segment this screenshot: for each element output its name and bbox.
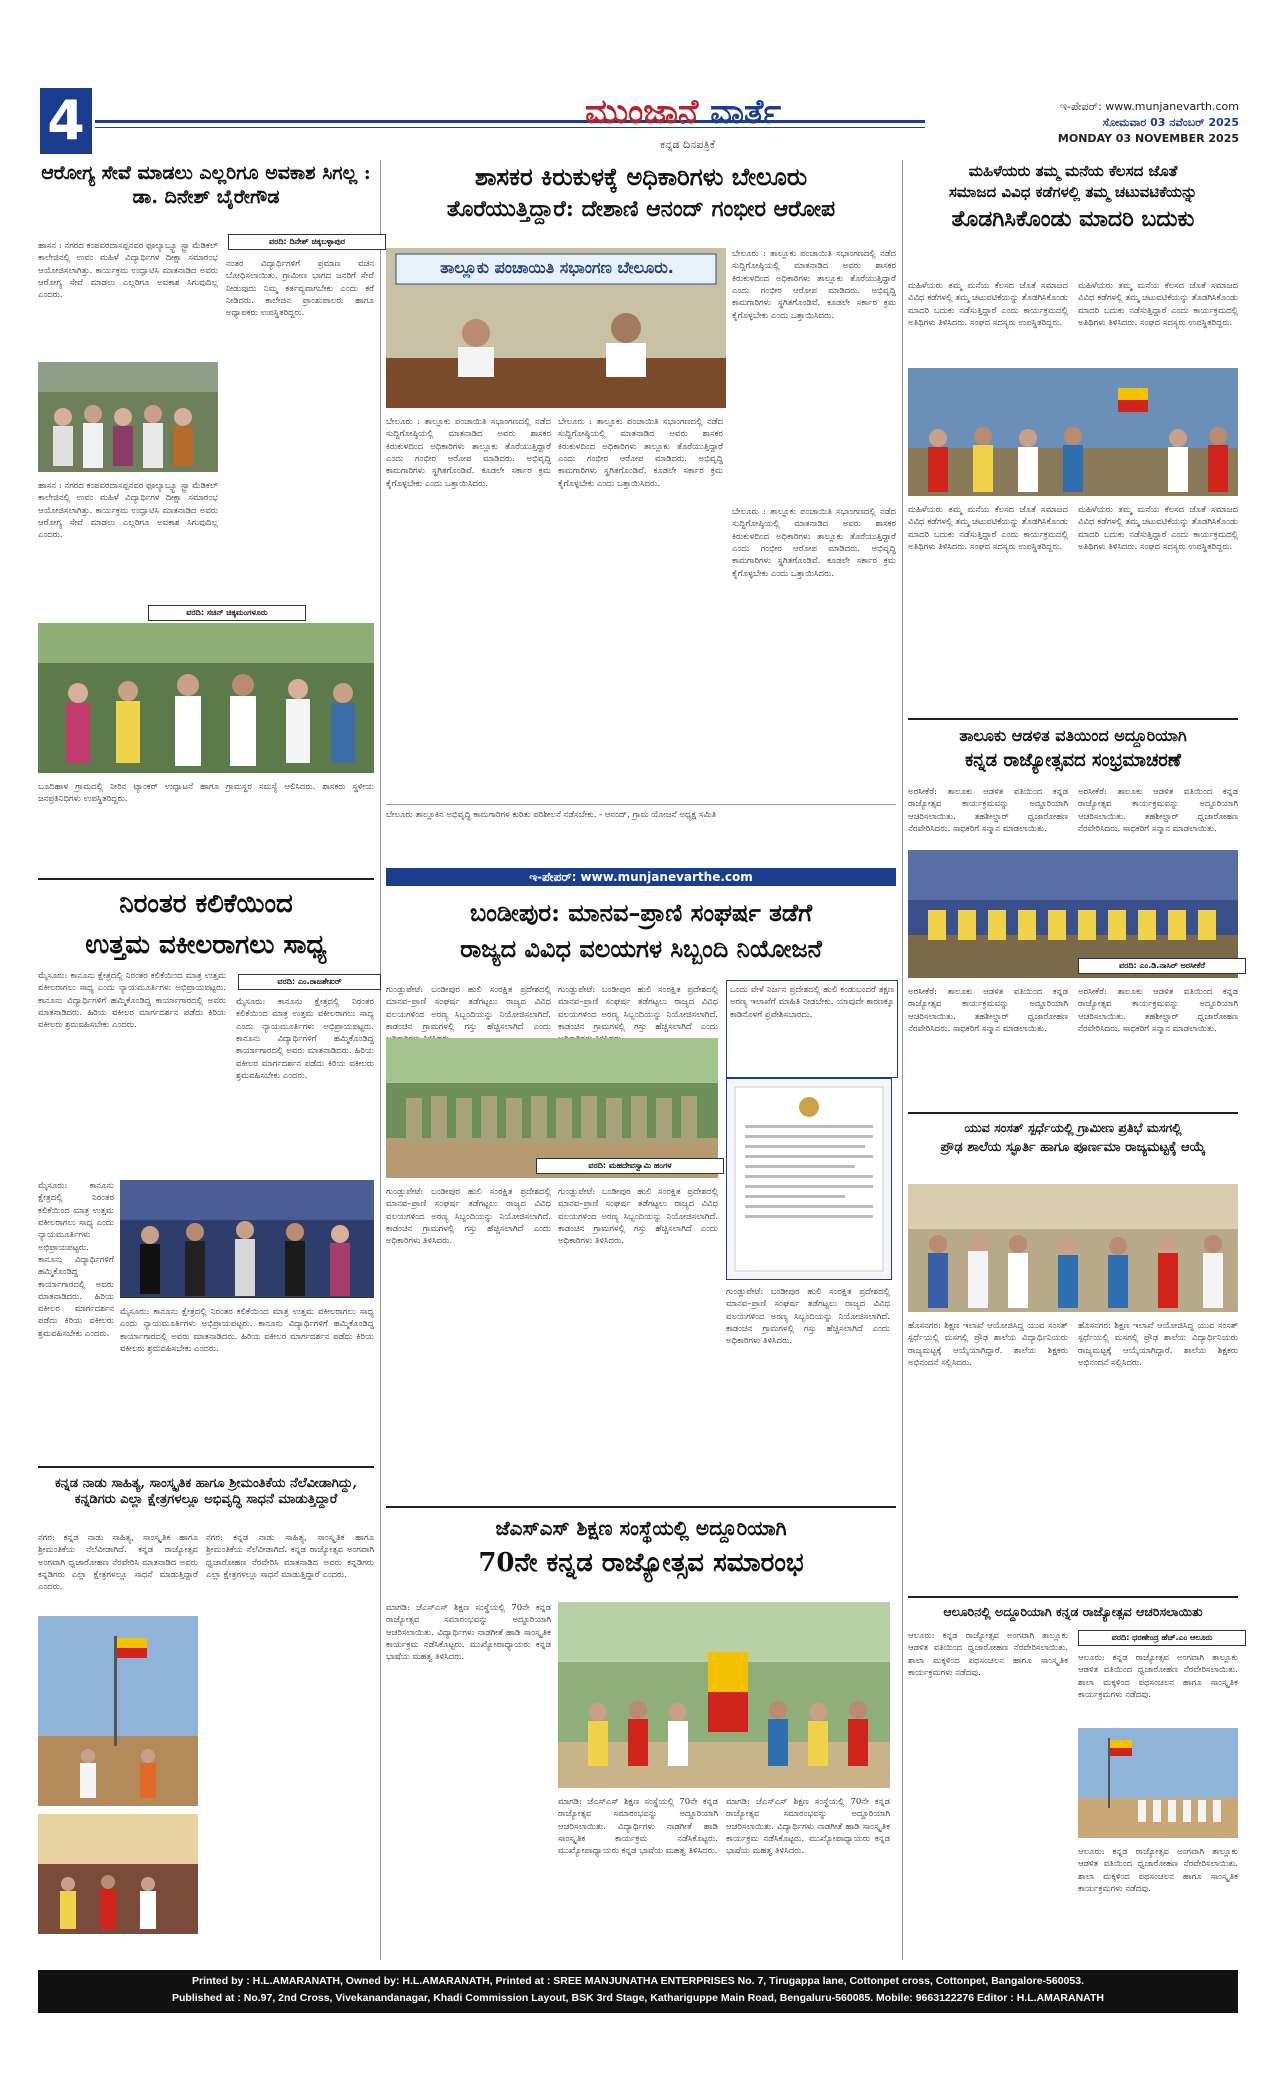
bandipur-sidebox: ಒಂದು ವೇಳೆ ನಿರ್ಜನ ಪ್ರದೇಶದಲ್ಲಿ ಹುಲಿ ಕಂಡುಬಂದರೆ ತಕ್ಷಣ ಅರಣ್ಯ ಇಲಾಖೆಗೆ ಮಾಹಿತಿ ನೀಡಬೇಕು. ಯಾವುದೇ ಕಾರಣಕ್ಕೂ ಕಾಡಿನೊಳಗೆ ಪ್ರವೇಶಿಸಬಾರದು. xyxy=(726,980,898,1078)
logo-part1: ಮುಂಜಾನೆ xyxy=(585,92,699,132)
article-body: ಬೇಲೂರು : ತಾಲ್ಲೂಕು ಪಂಚಾಯಿತಿ ಸಭಾಂಗಣದಲ್ಲಿ ನಡೆದ ಸುದ್ದಿಗೋಷ್ಠಿಯಲ್ಲಿ ಮಾತನಾಡಿದ ಅವರು ಶಾಸಕರ ಕಿರುಕುಳದಿಂದ ಅಧಿಕಾರಿಗಳು ತಾಲ್ಲೂಕು ತೊರೆಯುತ್ತಿದ್ದಾರೆ ಎಂದು ಗಂಭೀರ ಆರೋಪ ಮಾಡಿದರು. ಅಭಿವೃದ್ಧಿ ಕಾಮಗಾರಿಗಳು ಸ್ಥಗಿತಗೊಂಡಿವೆ. ಕೂಡಲೇ ಸರ್ಕಾರ ಕ್ರಮ ಕೈಗೊಳ್ಳಬೇಕು ಎಂದು ಒತ್ತಾಯಿಸಿದರು. xyxy=(558,417,723,489)
article-headline: 70ನೇ ಕನ್ನಡ ರಾಜ್ಯೋತ್ಸವ ಸಮಾರಂಭ xyxy=(478,1548,804,1578)
section-rule xyxy=(908,718,1238,720)
article-body: ಅರಸೀಕೆರೆ: ತಾಲೂಕು ಆಡಳಿತ ವತಿಯಿಂದ ಕನ್ನಡ ರಾಜ್ಯೋತ್ಸವ ಕಾರ್ಯಕ್ರಮವನ್ನು ಅದ್ದೂರಿಯಾಗಿ ಆಚರಿಸಲಾಯಿತು. ತಹಶೀಲ್ದಾರ್ ಧ್ವಜಾರೋಹಣ ನೆರವೇರಿಸಿದರು. ಸಾಧಕರಿಗೆ ಸನ್ಮಾನ ಮಾಡಲಾಯಿತು. xyxy=(1078,787,1238,834)
article-body: ಮಹಿಳೆಯರು ತಮ್ಮ ಮನೆಯ ಕೆಲಸದ ಜೊತೆ ಸಮಾಜದ ವಿವಿಧ ಕಡೆಗಳಲ್ಲಿ ತಮ್ಮ ಚಟುವಟಿಕೆಯನ್ನು ತೊಡಗಿಸಿಕೊಂಡು ಮಾದರಿ ಬದುಕು ನಡೆಸುತ್ತಿದ್ದಾರೆ ಎಂದು ಕಾರ್ಯಕ್ರಮದಲ್ಲಿ ಅತಿಥಿಗಳು ತಿಳಿಸಿದರು. ಸಂಘದ ಸದಸ್ಯರು ಉಪಸ್ಥಿತರಿದ್ದರು. xyxy=(908,281,1068,328)
forest-staff-photo xyxy=(386,1038,718,1178)
article-byline: ವರದಿ: ದಿನೇಶ್ ಚಿಕ್ಕಬಳ್ಳಾಪುರ xyxy=(228,234,386,250)
article-body: ಮೈಸೂರು: ಕಾನೂನು ಕ್ಷೇತ್ರದಲ್ಲಿ ನಿರಂತರ ಕಲಿಕೆಯಿಂದ ಮಾತ್ರ ಉತ್ತಮ ವಕೀಲರಾಗಲು ಸಾಧ್ಯ ಎಂದು ನ್ಯಾಯಮೂರ್ತಿಗಳು ಅಭಿಪ್ರಾಯಪಟ್ಟರು. ಕಾನೂನು ವಿದ್ಯಾರ್ಥಿಗಳಿಗೆ ಹಮ್ಮಿಕೊಂಡಿದ್ದ ಕಾರ್ಯಾಗಾರದಲ್ಲಿ ಅವರು ಮಾತನಾಡಿದರು. ಹಿರಿಯ ವಕೀಲರ ಮಾರ್ಗದರ್ಶನ ಪಡೆದು ಕಿರಿಯ ವಕೀಲರು ಶ್ರಮವಹಿಸಬೇಕು ಎಂದರು. xyxy=(38,971,226,1031)
article-body: ಮಹಿಳೆಯರು ತಮ್ಮ ಮನೆಯ ಕೆಲಸದ ಜೊತೆ ಸಮಾಜದ ವಿವಿಧ ಕಡೆಗಳಲ್ಲಿ ತಮ್ಮ ಚಟುವಟಿಕೆಯನ್ನು ತೊಡಗಿಸಿಕೊಂಡು ಮಾದರಿ ಬದುಕು ನಡೆಸುತ್ತಿದ್ದಾರೆ ಎಂದು ಕಾರ್ಯಕ್ರಮದಲ್ಲಿ ಅತಿಥಿಗಳು ತಿಳಿಸಿದರು. ಸಂಘದ ಸದಸ್ಯರು ಉಪಸ್ಥಿತರಿದ್ದರು. xyxy=(908,505,1068,552)
imprint-line-1: Printed by : H.L.AMARANATH, Owned by: H.L.AMARANATH, Printed at : SREE MANJUNATHA ENTERPRISES No. 7, Tirugappa lane, Cottonpet cross, Cottonpet, Bangalore-560053. xyxy=(192,1975,1084,1987)
article-body: ನಗರ: ಕನ್ನಡ ನಾಡು ಸಾಹಿತ್ಯ, ಸಾಂಸ್ಕೃತಿಕ ಹಾಗೂ ಶ್ರೀಮಂತಿಕೆಯ ನೆಲೆವೀಡಾಗಿದೆ. ಕನ್ನಡ ರಾಜ್ಯೋತ್ಸವ ಅಂಗವಾಗಿ ಧ್ವಜಾರೋಹಣ ನೆರವೇರಿಸಿ ಮಾತನಾಡಿದ ಅವರು ಕನ್ನಡಿಗರು ಎಲ್ಲಾ ಕ್ಷೇತ್ರಗಳಲ್ಲೂ ಸಾಧನೆ ಮಾಡುತ್ತಿದ್ದಾರೆ ಎಂದರು. xyxy=(206,1533,374,1580)
photo-caption: ಬೂದಿಹಾಳ ಗ್ರಾಮದಲ್ಲಿ ನೀರಿನ ಟ್ಯಾಂಕರ್ ಉದ್ಘಾಟನೆ ಹಾಗೂ ಗ್ರಾಮಸ್ಥರ ಸಮಸ್ಯೆ ಆಲಿಸಿದರು. ಶಾಸಕರು ಸ್ಥಳೀಯ ಜನಪ್ರತಿನಿಧಿಗಳು ಉಪಸ್ಥಿತರಿದ್ದರು. xyxy=(38,782,374,805)
article-headline: ತಾಲೂಕು ಆಡಳಿತ ವತಿಯಿಂದ ಅದ್ದೂರಿಯಾಗಿ xyxy=(959,726,1187,745)
article-body: ಬೇಲೂರು : ತಾಲ್ಲೂಕು ಪಂಚಾಯಿತಿ ಸಭಾಂಗಣದಲ್ಲಿ ನಡೆದ ಸುದ್ದಿಗೋಷ್ಠಿಯಲ್ಲಿ ಮಾತನಾಡಿದ ಅವರು ಶಾಸಕರ ಕಿರುಕುಳದಿಂದ ಅಧಿಕಾರಿಗಳು ತಾಲ್ಲೂಕು ತೊರೆಯುತ್ತಿದ್ದಾರೆ ಎಂದು ಗಂಭೀರ ಆರೋಪ ಮಾಡಿದರು. ಅಭಿವೃದ್ಧಿ ಕಾಮಗಾರಿಗಳು ಸ್ಥಗಿತಗೊಂಡಿವೆ. ಕೂಡಲೇ ಸರ್ಕಾರ ಕ್ರಮ ಕೈಗೊಳ್ಳಬೇಕು ಎಂದು ಒತ್ತಾಯಿಸಿದರು. xyxy=(386,417,551,489)
article-lawyers xyxy=(38,888,374,1458)
article-body: ಆಲೂರು: ಕನ್ನಡ ರಾಜ್ಯೋತ್ಸವ ಅಂಗವಾಗಿ ತಾಲ್ಲೂಕು ಆಡಳಿತ ವತಿಯಿಂದ ಧ್ವಜಾರೋಹಣ ನೆರವೇರಿಸಲಾಯಿತು. ಶಾಲಾ ಮಕ್ಕಳಿಂದ ಪಥಸಂಚಲನ ಹಾಗೂ ಸಾಂಸ್ಕೃತಿಕ ಕಾರ್ಯಕ್ರಮಗಳು ನಡೆದವು. xyxy=(1078,1653,1238,1700)
article-headline: ಮಹಿಳೆಯರು ತಮ್ಮ ಮನೆಯ ಕೆಲಸದ ಜೊತೆ xyxy=(968,162,1178,180)
women-event-photo xyxy=(908,368,1238,496)
article-body: ನಗರ: ಕನ್ನಡ ನಾಡು ಸಾಹಿತ್ಯ, ಸಾಂಸ್ಕೃತಿಕ ಹಾಗೂ ಶ್ರೀಮಂತಿಕೆಯ ನೆಲೆವೀಡಾಗಿದೆ. ಕನ್ನಡ ರಾಜ್ಯೋತ್ಸವ ಅಂಗವಾಗಿ ಧ್ವಜಾರೋಹಣ ನೆರವೇರಿಸಿ ಮಾತನಾಡಿದ ಅವರು ಕನ್ನಡಿಗರು ಎಲ್ಲಾ ಕ್ಷೇತ್ರಗಳಲ್ಲೂ ಸಾಧನೆ ಮಾಡುತ್ತಿದ್ದಾರೆ ಎಂದರು. xyxy=(38,1533,198,1593)
article-youth xyxy=(908,1120,1238,1590)
article-body: ಗುಂಡ್ಲುಪೇಟೆ: ಬಂಡೀಪುರ ಹುಲಿ ಸಂರಕ್ಷಿತ ಪ್ರದೇಶದಲ್ಲಿ ಮಾನವ–ಪ್ರಾಣಿ ಸಂಘರ್ಷ ತಡೆಗಟ್ಟಲು ರಾಜ್ಯದ ವಿವಿಧ ವಲಯಗಳಿಂದ ಅರಣ್ಯ ಸಿಬ್ಬಂದಿಯನ್ನು ನಿಯೋಜಿಸಲಾಗಿದೆ. ಕಾಡಂಚಿನ ಗ್ರಾಮಗಳಲ್ಲಿ ಗಸ್ತು ಹೆಚ್ಚಿಸಲಾಗಿದೆ ಎಂದು ಅಧಿಕಾರಿಗಳು ತಿಳಿಸಿದರು. xyxy=(726,1287,890,1347)
article-body: ನಂತರ ವಿದ್ಯಾರ್ಥಿಗಳಿಗೆ ಪ್ರಮಾಣ ವಚನ ಬೋಧಿಸಲಾಯಿತು. ಗ್ರಾಮೀಣ ಭಾಗದ ಜನರಿಗೆ ಸೇವೆ ನೀಡುವುದು ನಿಮ್ಮ ಕರ್ತವ್ಯವಾಗಬೇಕು ಎಂದು ಕರೆ ನೀಡಿದರು. ಕಾಲೇಜಿನ ಪ್ರಾಂಶುಪಾಲರು ಹಾಗೂ ಅಧ್ಯಾಪಕರು ಉಪಸ್ಥಿತರಿದ್ದರು. xyxy=(226,259,374,319)
column-divider xyxy=(902,160,903,1960)
section-rule xyxy=(908,1596,1238,1598)
section-rule xyxy=(908,1112,1238,1114)
newspaper-subtitle: ಕನ್ನಡ ದಿನಪತ್ರಿಕೆ xyxy=(660,138,716,151)
taluk-event-photo xyxy=(908,850,1238,978)
youth-parliament-photo xyxy=(908,1184,1238,1312)
epaper-band: ಇ-ಪೇಪರ್: www.munjanevarthe.com xyxy=(386,868,896,886)
article-headline: ತೊರೆಯುತ್ತಿದ್ದಾರೆ: ದೇಶಾಣಿ ಆನಂದ್ ಗಂಭೀರ ಆರೋಪ xyxy=(446,196,836,222)
jss-celebration-photo xyxy=(558,1602,890,1788)
masthead-rule xyxy=(95,120,925,123)
article-body: ಗುಂಡ್ಲುಪೇಟೆ: ಬಂಡೀಪುರ ಹುಲಿ ಸಂರಕ್ಷಿತ ಪ್ರದೇಶದಲ್ಲಿ ಮಾನವ–ಪ್ರಾಣಿ ಸಂಘರ್ಷ ತಡೆಗಟ್ಟಲು ರಾಜ್ಯದ ವಿವಿಧ ವಲಯಗಳಿಂದ ಅರಣ್ಯ ಸಿಬ್ಬಂದಿಯನ್ನು ನಿಯೋಜಿಸಲಾಗಿದೆ. ಕಾಡಂಚಿನ ಗ್ರಾಮಗಳಲ್ಲಿ ಗಸ್ತು ಹೆಚ್ಚಿಸಲಾಗಿದೆ ಎಂದು xyxy=(386,985,551,1032)
article-body: ಹಾಸನ : ನಗರದ ಕಂಪವರದಾಸಪ್ಪನವರ ಫೂಲ್ಯಾಬ್ಸ್ಟೂ ಸ್ಟ್ರಾ ಮೆಡಿಕಲ್ ಕಾಲೇಜಿನಲ್ಲಿ ಉವಂ ಮಹಿಳೆ ವಿದ್ಯಾರ್ಥಿಗಳ ದೀಕ್ಷಾ ಸಮಾರಂಭ ಆಯೋಜಿಸಲಾಗಿತ್ತು. ಕಾರ್ಯಕ್ರಮ ಉದ್ಘಾಟಿಸಿ ಮಾತನಾಡಿದ ಅವರು ಆರೋಗ್ಯ ಸೇವೆ ಮಾಡಲು ಎಲ್ಲರಿಗೂ ಅವಕಾಶ ಸಿಗುವುದಿಲ್ಲ ಎಂದರು. xyxy=(38,481,218,541)
meeting-photo xyxy=(386,248,726,408)
article-body: ಮಹಿಳೆಯರು ತಮ್ಮ ಮನೆಯ ಕೆಲಸದ ಜೊತೆ ಸಮಾಜದ ವಿವಿಧ ಕಡೆಗಳಲ್ಲಿ ತಮ್ಮ ಚಟುವಟಿಕೆಯನ್ನು ತೊಡಗಿಸಿಕೊಂಡು ಮಾದರಿ ಬದುಕು ನಡೆಸುತ್ತಿದ್ದಾರೆ ಎಂದು ಕಾರ್ಯಕ್ರಮದಲ್ಲಿ ಅತಿಥಿಗಳು ತಿಳಿಸಿದರು. ಸಂಘದ ಸದಸ್ಯರು ಉಪಸ್ಥಿತರಿದ್ದರು. xyxy=(1078,505,1238,552)
article-headline: ಪ್ರೌಢ ಶಾಲೆಯ ಸ್ಫೂರ್ತಿ ಹಾಗೂ ಪೂರ್ಣಮಾ ರಾಜ್ಯಮಟ್ಟಕ್ಕೆ ಆಯ್ಕೆ xyxy=(940,1139,1206,1155)
article-body: ಮೈಸೂರು: ಕಾನೂನು ಕ್ಷೇತ್ರದಲ್ಲಿ ನಿರಂತರ ಕಲಿಕೆಯಿಂದ ಮಾತ್ರ ಉತ್ತಮ ವಕೀಲರಾಗಲು ಸಾಧ್ಯ ಎಂದು ನ್ಯಾಯಮೂರ್ತಿಗಳು ಅಭಿಪ್ರಾಯಪಟ್ಟರು. ಕಾನೂನು ವಿದ್ಯಾರ್ಥಿಗಳಿಗೆ ಹಮ್ಮಿಕೊಂಡಿದ್ದ ಕಾರ್ಯಾಗಾರದಲ್ಲಿ ಅವರು ಮಾತನಾಡಿದರು. ಹಿರಿಯ ವಕೀಲರ ಮಾರ್ಗದರ್ಶನ ಪಡೆದು ಕಿರಿಯ ವಕೀಲರು ಶ್ರಮವಹಿಸಬೇಕು ಎಂದರು. xyxy=(236,997,374,1081)
imprint-line-2: Published at : No.97, 2nd Cross, Vivekanandanagar, Khadi Commission Layout, BSK 3rd Stage, Kathariguppe Main Road, Bengaluru-560085. Mobile: 9663122276 Editor : H.L.AMARANATH xyxy=(172,1991,1104,2004)
website: ಇ-ಪೇಪರ್: www.munjanevarth.com xyxy=(1059,100,1239,113)
article-headline: ನಿರಂತರ ಕಲಿಕೆಯಿಂದ xyxy=(119,889,293,919)
article-body: ಹಾಸನ : ನಗರದ ಕಂಪವರದಾಸಪ್ಪನವರ ಫೂಲ್ಯಾಬ್ಸ್ಟೂ ಸ್ಟ್ರಾ ಮೆಡಿಕಲ್ ಕಾಲೇಜಿನಲ್ಲಿ ಉವಂ ಮಹಿಳೆ ವಿದ್ಯಾರ್ಥಿಗಳ ದೀಕ್ಷಾ ಸಮಾರಂಭ ಆಯೋಜಿಸಲಾಗಿತ್ತು. ಕಾರ್ಯಕ್ರಮ ಉದ್ಘಾಟಿಸಿ ಮಾತನಾಡಿದ ಅವರು ಆರೋಗ್ಯ ಸೇವೆ ಮಾಡಲು ಎಲ್ಲರಿಗೂ ಅವಕಾಶ ಸಿಗುವುದಿಲ್ಲ ಎಂದರು. xyxy=(38,241,218,301)
article-taluk xyxy=(908,726,1238,1106)
lawyers-event-photo xyxy=(120,1180,374,1298)
article-headline: ಕನ್ನಡ ರಾಜ್ಯೋತ್ಸವದ ಸಂಭ್ರಮಾಚರಣೆ xyxy=(965,750,1181,771)
article-headline: ಶಾಸಕರ ಕಿರುಕುಳಕ್ಕೆ ಅಧಿಕಾರಿಗಳು ಬೇಲೂರು xyxy=(474,162,808,191)
article-body: ಗುಂಡ್ಲುಪೇಟೆ: ಬಂಡೀಪುರ ಹುಲಿ ಸಂರಕ್ಷಿತ ಪ್ರದೇಶದಲ್ಲಿ ಮಾನವ–ಪ್ರಾಣಿ ಸಂಘರ್ಷ ತಡೆಗಟ್ಟಲು ರಾಜ್ಯದ ವಿವಿಧ ವಲಯಗಳಿಂದ ಅರಣ್ಯ ಸಿಬ್ಬಂದಿಯನ್ನು ನಿಯೋಜಿಸಲಾಗಿದೆ. ಕಾಡಂಚಿನ ಗ್ರಾಮಗಳಲ್ಲಿ ಗಸ್ತು ಹೆಚ್ಚಿಸಲಾಗಿದೆ ಎಂದು ಅಧಿಕಾರಿಗಳು ತಿಳಿಸಿದರು. xyxy=(386,1187,551,1247)
article-headline: ತೊಡಗಿಸಿಕೊಂಡು ಮಾದರಿ ಬದುಕು xyxy=(951,205,1195,232)
article-body: ಆಲೂರು: ಕನ್ನಡ ರಾಜ್ಯೋತ್ಸವ ಅಂಗವಾಗಿ ತಾಲ್ಲೂಕು ಆಡಳಿತ ವತಿಯಿಂದ ಧ್ವಜಾರೋಹಣ ನೆರವೇರಿಸಲಾಯಿತು. ಶಾಲಾ ಮಕ್ಕಳಿಂದ ಪಥಸಂಚಲನ ಹಾಗೂ ಸಾಂಸ್ಕೃತಿಕ ಕಾರ್ಯಕ್ರಮಗಳು ನಡೆದವು. xyxy=(908,1631,1068,1678)
article-body: ಬೇಲೂರು : ತಾಲ್ಲೂಕು ಪಂಚಾಯಿತಿ ಸಭಾಂಗಣದಲ್ಲಿ ನಡೆದ ಸುದ್ದಿಗೋಷ್ಠಿಯಲ್ಲಿ ಮಾತನಾಡಿದ ಅವರು ಶಾಸಕರ ಕಿರುಕುಳದಿಂದ ಅಧಿಕಾರಿಗಳು ತಾಲ್ಲೂಕು ತೊರೆಯುತ್ತಿದ್ದಾರೆ ಎಂದು ಗಂಭೀರ ಆರೋಪ ಮಾಡಿದರು. ಅಭಿವೃದ್ಧಿ ಕಾಮಗಾರಿಗಳು ಸ್ಥಗಿತಗೊಂಡಿವೆ. ಕೂಡಲೇ ಸರ್ಕಾರ ಕ್ರಮ ಕೈಗೊಳ್ಳಬೇಕು ಎಂದು ಒತ್ತಾಯಿಸಿದರು. xyxy=(732,249,896,321)
article-headline: ರಾಜ್ಯದ ವಿವಿಧ ವಲಯಗಳ ಸಿಬ್ಬಂದಿ ನಿಯೋಜನೆ xyxy=(460,934,822,963)
article-alur xyxy=(908,1604,1238,1960)
date-kannada: ಸೋಮವಾರ 03 ನವೆಂಬರ್ 2025 xyxy=(1102,116,1239,129)
article-byline: ವರದಿ: ಮಹದೇವಸ್ವಾಮಿ ಹಂಗಳ xyxy=(536,1158,724,1174)
article-headline: ಕನ್ನಡ ನಾಡು ಸಾಹಿತ್ಯ, ಸಾಂಸ್ಕೃತಿಕ ಹಾಗೂ ಶ್ರೀಮಂತಿಕೆಯ ನೆಲೆವೀಡಾಗಿದ್ದು, ಕನ್ನಡಿಗರು ಎಲ್ಲಾ ಕ್ಷೇತ್ರಗಳಲ್ಲೂ ಅಭಿವೃದ್ಧಿ ಸಾಧನೆ ಮಾಡುತ್ತಿದ್ದಾರೆ xyxy=(54,1476,358,1508)
article-body: ಆಲೂರು: ಕನ್ನಡ ರಾಜ್ಯೋತ್ಸವ ಅಂಗವಾಗಿ ತಾಲ್ಲೂಕು ಆಡಳಿತ ವತಿಯಿಂದ ಧ್ವಜಾರೋಹಣ ನೆರವೇರಿಸಲಾಯಿತು. ಶಾಲಾ ಮಕ್ಕಳಿಂದ ಪಥಸಂಚಲನ ಹಾಗೂ ಸಾಂಸ್ಕೃತಿಕ ಕಾರ್ಯಕ್ರಮಗಳು ನಡೆದವು. xyxy=(1078,1847,1238,1894)
section-rule xyxy=(38,878,374,880)
article-body: ಗುಂಡ್ಲುಪೇಟೆ: ಬಂಡೀಪುರ ಹುಲಿ ಸಂರಕ್ಷಿತ ಪ್ರದೇಶದಲ್ಲಿ ಮಾನವ–ಪ್ರಾಣಿ ಸಂಘರ್ಷ ತಡೆಗಟ್ಟಲು ರಾಜ್ಯದ ವಿವಿಧ ವಲಯಗಳಿಂದ ಅರಣ್ಯ ಸಿಬ್ಬಂದಿಯನ್ನು ನಿಯೋಜಿಸಲಾಗಿದೆ. ಕಾಡಂಚಿನ ಗ್ರಾಮಗಳಲ್ಲಿ ಗಸ್ತು ಹೆಚ್ಚಿಸಲಾಗಿದೆ ಎಂದು ಅಧಿಕಾರಿಗಳು ತಿಳಿಸಿದರು. xyxy=(558,1187,718,1247)
stage-photo xyxy=(38,1814,198,1934)
article-footnote: ಬೇಲೂರು ತಾಲ್ಲೂಕಿನ ಅಭಿವೃದ್ಧಿ ಕಾಮಗಾರಿಗಳ ಕುರಿತು ಪರಿಶೀಲನೆ ನಡೆಸಬೇಕು. - ಆನಂದ್, ಗ್ರಾಮ ಯೋಜನೆ ಅಧ್ಯಕ್ಷ ಸಮಿತಿ xyxy=(386,804,896,859)
article-headline: ಉತ್ತಮ ವಕೀಲರಾಗಲು ಸಾಧ್ಯ xyxy=(85,929,327,960)
article-women xyxy=(908,162,1238,712)
article-body: ಮಾಗಡಿ: ಜೆಎಸ್ಎಸ್ ಶಿಕ್ಷಣ ಸಂಸ್ಥೆಯಲ್ಲಿ 70ನೇ ಕನ್ನಡ ರಾಜ್ಯೋತ್ಸವ ಸಮಾರಂಭವನ್ನು ಅದ್ದೂರಿಯಾಗಿ ಆಚರಿಸಲಾಯಿತು. ವಿದ್ಯಾರ್ಥಿಗಳು ನಾಡಗೀತೆ ಹಾಡಿ ಸಾಂಸ್ಕೃತಿಕ ಕಾರ್ಯಕ್ರಮ ನಡೆಸಿಕೊಟ್ಟರು. ಮುಖ್ಯೋಪಾಧ್ಯಾಯರು ಕನ್ನಡ ಭಾಷೆಯ ಮಹತ್ವ ತಿಳಿಸಿದರು. xyxy=(386,1603,551,1663)
column-divider xyxy=(380,160,381,1960)
article-body: ಅರಸೀಕೆರೆ: ತಾಲೂಕು ಆಡಳಿತ ವತಿಯಿಂದ ಕನ್ನಡ ರಾಜ್ಯೋತ್ಸವ ಕಾರ್ಯಕ್ರಮವನ್ನು ಅದ್ದೂರಿಯಾಗಿ ಆಚರಿಸಲಾಯಿತು. ತಹಶೀಲ್ದಾರ್ ಧ್ವಜಾರೋಹಣ ನೆರವೇರಿಸಿದರು. ಸಾಧಕರಿಗೆ ಸನ್ಮಾನ ಮಾಡಲಾಯಿತು. xyxy=(908,987,1068,1034)
article-school xyxy=(38,605,374,865)
article-jss xyxy=(386,1516,896,1956)
article-headline: ಯುವ ಸಂಸತ್ ಸ್ಪರ್ಧೆಯಲ್ಲಿ ಗ್ರಾಮೀಣ ಪ್ರತಿಭೆ ಮಸಗಲ್ಲಿ xyxy=(964,1120,1182,1135)
article-mla xyxy=(386,162,896,862)
article-body: ಗುಂಡ್ಲುಪೇಟೆ: ಬಂಡೀಪುರ ಹುಲಿ ಸಂರಕ್ಷಿತ ಪ್ರದೇಶದಲ್ಲಿ ಮಾನವ–ಪ್ರಾಣಿ ಸಂಘರ್ಷ ತಡೆಗಟ್ಟಲು ರಾಜ್ಯದ ವಿವಿಧ ವಲಯಗಳಿಂದ ಅರಣ್ಯ ಸಿಬ್ಬಂದಿಯನ್ನು ನಿಯೋಜಿಸಲಾಗಿದೆ. ಕಾಡಂಚಿನ ಗ್ರಾಮಗಳಲ್ಲಿ ಗಸ್ತು ಹೆಚ್ಚಿಸಲಾಗಿದೆ ಎಂದು xyxy=(558,985,718,1032)
article-headline: ಆರೋಗ್ಯ ಸೇವೆ ಮಾಡಲು ಎಲ್ಲರಿಗೂ ಅವಕಾಶ ಸಿಗಲ್ಲ : ಡಾ. ದಿನೇಶ್ ಬೈರೇಗೌಡ xyxy=(41,162,371,208)
article-body: ಮಾಗಡಿ: ಜೆಎಸ್ಎಸ್ ಶಿಕ್ಷಣ ಸಂಸ್ಥೆಯಲ್ಲಿ 70ನೇ ಕನ್ನಡ ರಾಜ್ಯೋತ್ಸವ ಸಮಾರಂಭವನ್ನು ಅದ್ದೂರಿಯಾಗಿ ಆಚರಿಸಲಾಯಿತು. ವಿದ್ಯಾರ್ಥಿಗಳು ನಾಡಗೀತೆ ಹಾಡಿ ಸಾಂಸ್ಕೃತಿಕ ಕಾರ್ಯಕ್ರಮ ನಡೆಸಿಕೊಟ್ಟರು. ಮುಖ್ಯೋಪಾಧ್ಯಾಯರು ಕನ್ನಡ ಭಾಷೆಯ ಮಹತ್ವ ತಿಳಿಸಿದರು. xyxy=(726,1797,890,1857)
date-english: MONDAY 03 NOVEMBER 2025 xyxy=(1057,132,1239,145)
article-body: ಮಹಿಳೆಯರು ತಮ್ಮ ಮನೆಯ ಕೆಲಸದ ಜೊತೆ ಸಮಾಜದ ವಿವಿಧ ಕಡೆಗಳಲ್ಲಿ ತಮ್ಮ ಚಟುವಟಿಕೆಯನ್ನು ತೊಡಗಿಸಿಕೊಂಡು ಮಾದರಿ ಬದುಕು ನಡೆಸುತ್ತಿದ್ದಾರೆ ಎಂದು ಕಾರ್ಯಕ್ರಮದಲ್ಲಿ ಅತಿಥಿಗಳು ತಿಳಿಸಿದರು. ಸಂಘದ ಸದಸ್ಯರು ಉಪಸ್ಥಿತರಿದ್ದರು. xyxy=(1078,281,1238,328)
article-body: ಮೈಸೂರು: ಕಾನೂನು ಕ್ಷೇತ್ರದಲ್ಲಿ ನಿರಂತರ ಕಲಿಕೆಯಿಂದ ಮಾತ್ರ ಉತ್ತಮ ವಕೀಲರಾಗಲು ಸಾಧ್ಯ ಎಂದು ನ್ಯಾಯಮೂರ್ತಿಗಳು ಅಭಿಪ್ರಾಯಪಟ್ಟರು. ಕಾನೂನು ವಿದ್ಯಾರ್ಥಿಗಳಿಗೆ ಹಮ್ಮಿಕೊಂಡಿದ್ದ ಕಾರ್ಯಾಗಾರದಲ್ಲಿ ಅವರು ಮಾತನಾಡಿದರು. ಹಿರಿಯ ವಕೀಲರ ಮಾರ್ಗದರ್ಶನ ಪಡೆದು ಕಿರಿಯ ವಕೀಲರು ಶ್ರಮವಹಿಸಬೇಕು ಎಂದರು. xyxy=(120,1307,374,1354)
imprint-footer xyxy=(38,1970,1238,2013)
article-body: ಹೊಸನಗರ: ಶಿಕ್ಷಣ ಇಲಾಖೆ ಆಯೋಜಿಸಿದ್ದ ಯುವ ಸಂಸತ್ ಸ್ಪರ್ಧೆಯಲ್ಲಿ ಮಸಗಲ್ಲಿ ಪ್ರೌಢ ಶಾಲೆಯ ವಿದ್ಯಾರ್ಥಿನಿಯರು ರಾಜ್ಯಮಟ್ಟಕ್ಕೆ ಆಯ್ಕೆಯಾಗಿದ್ದಾರೆ. ಶಾಲೆಯ ಶಿಕ್ಷಕರು ಅಭಿನಂದನೆ ಸಲ್ಲಿಸಿದರು. xyxy=(908,1321,1068,1368)
photo-sign-text: ತಾಲ್ಲೂಕು ಪಂಚಾಯಿತಿ ಸಭಾಂಗಣ ಬೇಲೂರು. xyxy=(440,258,674,277)
page-number: 4 xyxy=(40,88,92,154)
article-body: ಬೇಲೂರು : ತಾಲ್ಲೂಕು ಪಂಚಾಯಿತಿ ಸಭಾಂಗಣದಲ್ಲಿ ನಡೆದ ಸುದ್ದಿಗೋಷ್ಠಿಯಲ್ಲಿ ಮಾತನಾಡಿದ ಅವರು ಶಾಸಕರ ಕಿರುಕುಳದಿಂದ ಅಧಿಕಾರಿಗಳು ತಾಲ್ಲೂಕು ತೊರೆಯುತ್ತಿದ್ದಾರೆ ಎಂದು ಗಂಭೀರ ಆರೋಪ ಮಾಡಿದರು. ಅಭಿವೃದ್ಧಿ ಕಾಮಗಾರಿಗಳು ಸ್ಥಗಿತಗೊಂಡಿವೆ. ಕೂಡಲೇ ಸರ್ಕಾರ ಕ್ರಮ ಕೈಗೊಳ್ಳಬೇಕು ಎಂದು ಒತ್ತಾಯಿಸಿದರು. xyxy=(732,507,896,579)
article-body: ಅರಸೀಕೆರೆ: ತಾಲೂಕು ಆಡಳಿತ ವತಿಯಿಂದ ಕನ್ನಡ ರಾಜ್ಯೋತ್ಸವ ಕಾರ್ಯಕ್ರಮವನ್ನು ಅದ್ದೂರಿಯಾಗಿ ಆಚರಿಸಲಾಯಿತು. ತಹಶೀಲ್ದಾರ್ ಧ್ವಜಾರೋಹಣ ನೆರವೇರಿಸಿದರು. ಸಾಧಕರಿಗೆ ಸನ್ಮಾನ ಮಾಡಲಾಯಿತು. xyxy=(1078,987,1238,1034)
article-body: ಹೊಸನಗರ: ಶಿಕ್ಷಣ ಇಲಾಖೆ ಆಯೋಜಿಸಿದ್ದ ಯುವ ಸಂಸತ್ ಸ್ಪರ್ಧೆಯಲ್ಲಿ ಮಸಗಲ್ಲಿ ಪ್ರೌಢ ಶಾಲೆಯ ವಿದ್ಯಾರ್ಥಿನಿಯರು ರಾಜ್ಯಮಟ್ಟಕ್ಕೆ ಆಯ್ಕೆಯಾಗಿದ್ದಾರೆ. ಶಾಲೆಯ ಶಿಕ್ಷಕರು ಅಭಿನಂದನೆ ಸಲ್ಲಿಸಿದರು. xyxy=(1078,1321,1238,1368)
article-headline: ಬಂಡೀಪುರ: ಮಾನವ–ಪ್ರಾಣಿ ಸಂಘರ್ಷ ತಡೆಗೆ xyxy=(469,898,813,927)
alur-flag-photo xyxy=(1078,1728,1238,1838)
newspaper-logo xyxy=(585,92,781,132)
article-byline: ವರದಿ: ಎಂ.ರಾಜಶೇಖರ್ xyxy=(238,974,381,990)
article-byline: ವರದಿ: ಧರಣೇಂದ್ರ ಹೆಚ್.ಎಂ ಆಲೂರು xyxy=(1078,1630,1246,1646)
article-body: ಮೈಸೂರು: ಕಾನೂನು ಕ್ಷೇತ್ರದಲ್ಲಿ ನಿರಂತರ ಕಲಿಕೆಯಿಂದ ಮಾತ್ರ ಉತ್ತಮ ವಕೀಲರಾಗಲು ಸಾಧ್ಯ ಎಂದು ನ್ಯಾಯಮೂರ್ತಿಗಳು ಅಭಿಪ್ರಾಯಪಟ್ಟರು. ಕಾನೂನು ವಿದ್ಯಾರ್ಥಿಗಳಿಗೆ ಹಮ್ಮಿಕೊಂಡಿದ್ದ ಕಾರ್ಯಾಗಾರದಲ್ಲಿ ಅವರು ಮಾತನಾಡಿದರು. ಹಿರಿಯ ವಕೀಲರ ಮಾರ್ಗದರ್ಶನ ಪಡೆದು ಕಿರಿಯ ವಕೀಲರು ಶ್ರಮವಹಿಸಬೇಕು ಎಂದರು. xyxy=(38,1181,114,1339)
school-event-photo xyxy=(38,623,374,773)
article-headline: ಸಮಾಜದ ವಿವಿಧ ಕಡೆಗಳಲ್ಲಿ ತಮ್ಮ ಚಟುವಟಿಕೆಯನ್ನು xyxy=(948,182,1198,201)
notice-image xyxy=(726,1078,892,1280)
section-rule xyxy=(38,1466,374,1468)
masthead-rule-thin xyxy=(95,127,925,128)
graduation-photo xyxy=(38,362,218,472)
article-byline: ವರದಿ: ಸಚಿನ್ ಚಿಕ್ಕಮಂಗಳೂರು xyxy=(148,605,306,621)
logo-part2: ವಾರ್ತೆ xyxy=(710,92,781,132)
article-bandipur xyxy=(386,898,896,1498)
article-body: ಅರಸೀಕೆರೆ: ತಾಲೂಕು ಆಡಳಿತ ವತಿಯಿಂದ ಕನ್ನಡ ರಾಜ್ಯೋತ್ಸವ ಕಾರ್ಯಕ್ರಮವನ್ನು ಅದ್ದೂರಿಯಾಗಿ ಆಚರಿಸಲಾಯಿತು. ತಹಶೀಲ್ದಾರ್ ಧ್ವಜಾರೋಹಣ ನೆರವೇರಿಸಿದರು. ಸಾಧಕರಿಗೆ ಸನ್ಮಾನ ಮಾಡಲಾಯಿತು. xyxy=(908,787,1068,834)
article-byline: ವರದಿ: ಎಂ.ಡಿ.ನಾಸಿರ್ ಅರಸೀಕೆರೆ xyxy=(1078,958,1246,974)
article-health xyxy=(38,162,374,541)
section-rule xyxy=(386,1506,896,1508)
flag-hoisting-photo xyxy=(38,1616,198,1806)
article-headline: ಜೆಎಸ್ಎಸ್ ಶಿಕ್ಷಣ ಸಂಸ್ಥೆಯಲ್ಲಿ ಅದ್ದೂರಿಯಾಗಿ xyxy=(495,1516,787,1540)
article-headline: ಆಲೂರಿನಲ್ಲಿ ಅದ್ದೂರಿಯಾಗಿ ಕನ್ನಡ ರಾಜ್ಯೋತ್ಸವ ಆಚರಿಸಲಾಯಿತು xyxy=(943,1604,1203,1619)
article-body: ಮಾಗಡಿ: ಜೆಎಸ್ಎಸ್ ಶಿಕ್ಷಣ ಸಂಸ್ಥೆಯಲ್ಲಿ 70ನೇ ಕನ್ನಡ ರಾಜ್ಯೋತ್ಸವ ಸಮಾರಂಭವನ್ನು ಅದ್ದೂರಿಯಾಗಿ ಆಚರಿಸಲಾಯಿತು. ವಿದ್ಯಾರ್ಥಿಗಳು ನಾಡಗೀತೆ ಹಾಡಿ ಸಾಂಸ್ಕೃತಿಕ ಕಾರ್ಯಕ್ರಮ ನಡೆಸಿಕೊಟ್ಟರು. ಮುಖ್ಯೋಪಾಧ್ಯಾಯರು ಕನ್ನಡ ಭಾಷೆಯ ಮಹತ್ವ ತಿಳಿಸಿದರು. xyxy=(558,1797,718,1857)
article-kannada-literature xyxy=(38,1476,374,1956)
